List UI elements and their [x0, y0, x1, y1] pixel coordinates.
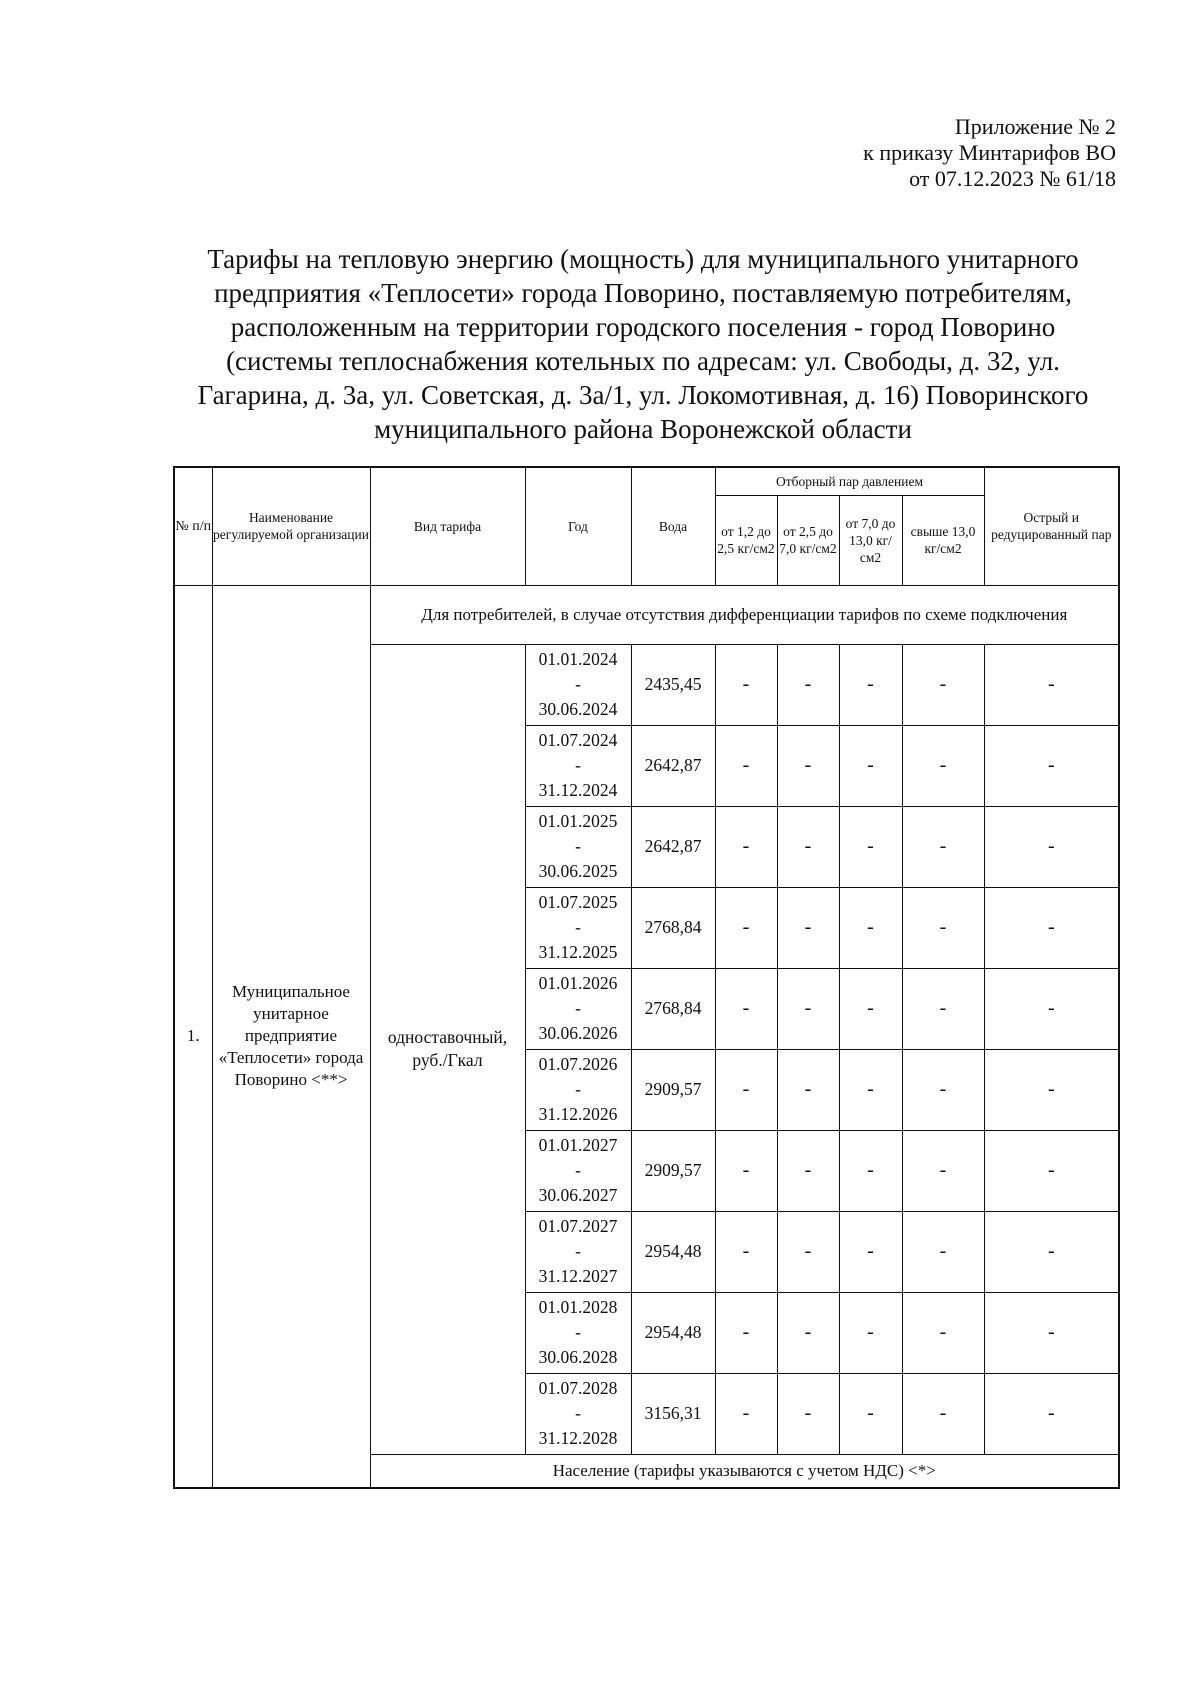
period-cell: [525, 806, 631, 887]
header-water: Вода: [631, 467, 715, 585]
empty-value-dash: -: [839, 1130, 902, 1211]
empty-value-dash: -: [715, 1211, 777, 1292]
empty-value-dash: -: [902, 1049, 984, 1130]
document-title: [150, 242, 1136, 446]
header-org: Наименование регулируемой организации: [212, 467, 370, 585]
period-from: 01.01.2027: [538, 1135, 618, 1155]
tariff-table-body: [174, 585, 1119, 1488]
title-line-5: Гагарина, д. 3а, ул. Советская, д. 3а/1, ул. Локомотивная, д. 16) Поворинского: [197, 380, 1089, 410]
water-tariff-value: 2954,48: [631, 1211, 715, 1292]
empty-value-dash: -: [984, 1049, 1119, 1130]
period-to: 31.12.2026: [538, 1104, 618, 1124]
annex-line-3: от 07.12.2023 № 61/18: [909, 166, 1116, 191]
period-sep: -: [575, 1403, 581, 1423]
period-cell: [525, 887, 631, 968]
period-to: 31.12.2028: [538, 1428, 618, 1448]
empty-value-dash: -: [984, 1211, 1119, 1292]
period-to: 30.06.2028: [538, 1347, 618, 1367]
period-cell: [525, 1373, 631, 1454]
period-to: 30.06.2026: [538, 1023, 618, 1043]
empty-value-dash: -: [715, 806, 777, 887]
empty-value-dash: -: [984, 1373, 1119, 1454]
empty-value-dash: -: [984, 968, 1119, 1049]
title-line-6: муниципального района Воронежской области: [374, 414, 912, 444]
empty-value-dash: -: [777, 1292, 839, 1373]
period-to: 31.12.2025: [538, 942, 618, 962]
title-line-4: (системы теплоснабжения котельных по адресам: ул. Свободы, д. 32, ул.: [226, 346, 1060, 376]
header-steam-group: Отборный пар давлением: [715, 467, 984, 495]
empty-value-dash: -: [984, 1292, 1119, 1373]
empty-value-dash: -: [715, 1292, 777, 1373]
group-caption: Для потребителей, в случае отсутствия дифференциации тарифов по схеме подключения: [370, 585, 1119, 644]
period-sep: -: [575, 1160, 581, 1180]
period-from: 01.07.2025: [538, 892, 618, 912]
period-cell: [525, 725, 631, 806]
annex-line-1: Приложение № 2: [954, 114, 1116, 139]
water-tariff-value: 2909,57: [631, 1130, 715, 1211]
water-tariff-value: 2642,87: [631, 806, 715, 887]
empty-value-dash: -: [902, 644, 984, 725]
empty-value-dash: -: [984, 1130, 1119, 1211]
period-cell: [525, 644, 631, 725]
empty-value-dash: -: [777, 806, 839, 887]
population-caption: Население (тарифы указываются с учетом НДС) <*>: [370, 1454, 1119, 1488]
period-sep: -: [575, 1241, 581, 1261]
empty-value-dash: -: [777, 644, 839, 725]
period-sep: -: [575, 674, 581, 694]
empty-value-dash: -: [902, 1292, 984, 1373]
empty-value-dash: -: [777, 1049, 839, 1130]
empty-value-dash: -: [839, 725, 902, 806]
empty-value-dash: -: [715, 1373, 777, 1454]
header-pressure-2: от 2,5 до 7,0 кг/см2: [777, 495, 839, 585]
empty-value-dash: -: [715, 1130, 777, 1211]
period-from: 01.07.2028: [538, 1378, 618, 1398]
header-pressure-3: от 7,0 до 13,0 кг/см2: [839, 495, 902, 585]
period-sep: -: [575, 917, 581, 937]
empty-value-dash: -: [902, 725, 984, 806]
empty-value-dash: -: [984, 806, 1119, 887]
period-from: 01.01.2028: [538, 1297, 618, 1317]
empty-value-dash: -: [902, 1373, 984, 1454]
period-cell: [525, 968, 631, 1049]
empty-value-dash: -: [984, 644, 1119, 725]
water-tariff-value: 2642,87: [631, 725, 715, 806]
empty-value-dash: -: [715, 887, 777, 968]
title-line-3: расположенным на территории городского поселения - город Поворино: [230, 312, 1056, 342]
empty-value-dash: -: [839, 644, 902, 725]
tariff-type: одноставочный, руб./Гкал: [370, 644, 525, 1454]
empty-value-dash: -: [777, 968, 839, 1049]
period-from: 01.07.2024: [538, 730, 618, 750]
period-cell: [525, 1130, 631, 1211]
period-from: 01.07.2027: [538, 1216, 618, 1236]
empty-value-dash: -: [715, 1049, 777, 1130]
empty-value-dash: -: [902, 1211, 984, 1292]
period-to: 31.12.2027: [538, 1266, 618, 1286]
title-line-2: предприятия «Теплосети» города Поворино, поставляемую потребителям,: [214, 278, 1072, 308]
annex-line-2: к приказу Минтарифов ВО: [863, 140, 1116, 165]
row-number: 1.: [174, 585, 212, 1488]
empty-value-dash: -: [715, 644, 777, 725]
period-sep: -: [575, 1322, 581, 1342]
header-sharp-steam: Острый и редуцированный пар: [984, 467, 1119, 585]
period-from: 01.07.2026: [538, 1054, 618, 1074]
organization-name: Муниципальное унитарное предприятие «Теплосети» города Поворино <**>: [212, 585, 370, 1488]
empty-value-dash: -: [839, 1211, 902, 1292]
empty-value-dash: -: [839, 806, 902, 887]
period-to: 31.12.2024: [538, 780, 618, 800]
empty-value-dash: -: [839, 968, 902, 1049]
period-cell: [525, 1049, 631, 1130]
empty-value-dash: -: [902, 1130, 984, 1211]
water-tariff-value: 2954,48: [631, 1292, 715, 1373]
water-tariff-value: 3156,31: [631, 1373, 715, 1454]
title-line-1: Тарифы на тепловую энергию (мощность) для муниципального унитарного: [207, 244, 1079, 274]
empty-value-dash: -: [715, 725, 777, 806]
period-from: 01.01.2025: [538, 811, 618, 831]
empty-value-dash: -: [839, 1292, 902, 1373]
header-year: Год: [525, 467, 631, 585]
period-from: 01.01.2026: [538, 973, 618, 993]
header-pressure-1: от 1,2 до 2,5 кг/см2: [715, 495, 777, 585]
period-cell: [525, 1211, 631, 1292]
empty-value-dash: -: [777, 1130, 839, 1211]
header-pressure-4: свыше 13,0 кг/см2: [902, 495, 984, 585]
period-to: 30.06.2024: [538, 699, 618, 719]
empty-value-dash: -: [902, 806, 984, 887]
empty-value-dash: -: [902, 968, 984, 1049]
period-to: 30.06.2027: [538, 1185, 618, 1205]
empty-value-dash: -: [839, 1373, 902, 1454]
tariff-table: [173, 466, 1120, 1489]
empty-value-dash: -: [902, 887, 984, 968]
period-from: 01.01.2024: [538, 649, 618, 669]
period-sep: -: [575, 1079, 581, 1099]
header-num: № п/п: [174, 467, 212, 585]
empty-value-dash: -: [777, 887, 839, 968]
header-tariff-type: Вид тарифа: [370, 467, 525, 585]
period-cell: [525, 1292, 631, 1373]
water-tariff-value: 2435,45: [631, 644, 715, 725]
annex-reference: [696, 114, 1116, 192]
period-sep: -: [575, 755, 581, 775]
period-sep: -: [575, 836, 581, 856]
empty-value-dash: -: [715, 968, 777, 1049]
empty-value-dash: -: [984, 725, 1119, 806]
water-tariff-value: 2909,57: [631, 1049, 715, 1130]
empty-value-dash: -: [777, 725, 839, 806]
water-tariff-value: 2768,84: [631, 968, 715, 1049]
empty-value-dash: -: [839, 887, 902, 968]
period-sep: -: [575, 998, 581, 1018]
empty-value-dash: -: [777, 1211, 839, 1292]
empty-value-dash: -: [984, 887, 1119, 968]
empty-value-dash: -: [777, 1373, 839, 1454]
period-to: 30.06.2025: [538, 861, 618, 881]
water-tariff-value: 2768,84: [631, 887, 715, 968]
empty-value-dash: -: [839, 1049, 902, 1130]
